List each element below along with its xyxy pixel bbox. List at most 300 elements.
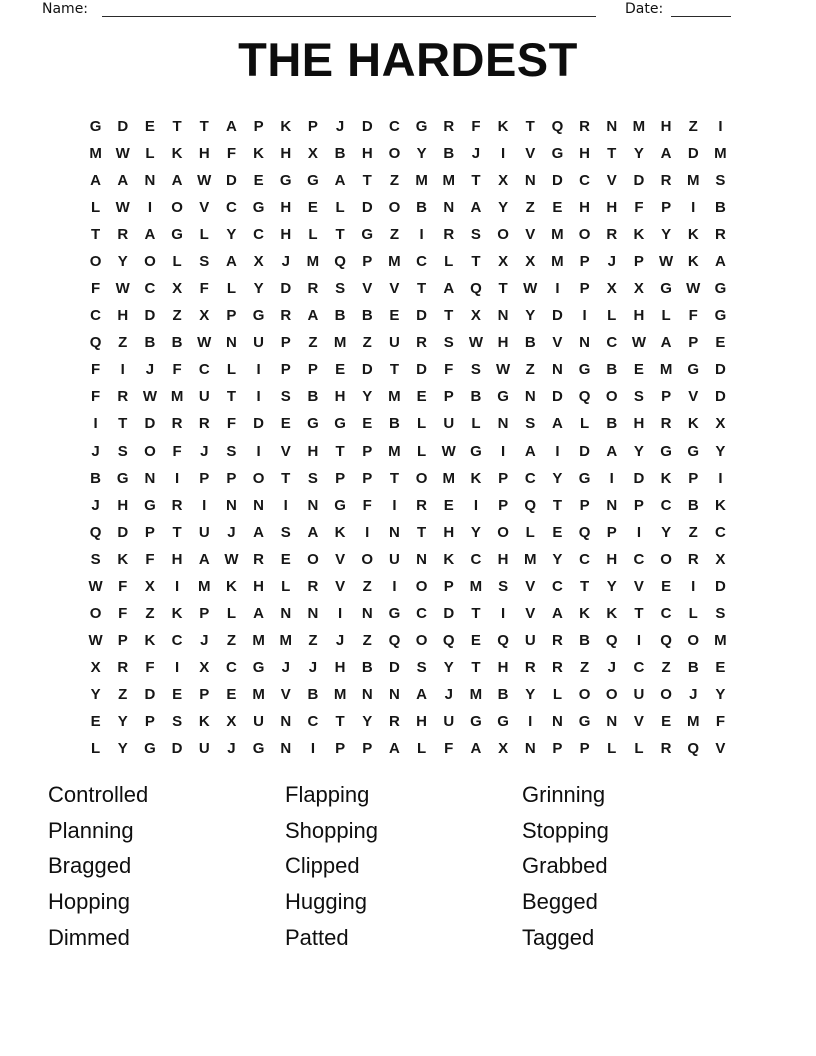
grid-letter: C [416, 253, 427, 271]
grid-letter: X [715, 550, 726, 568]
grid-letter: O [687, 631, 700, 649]
grid-letter: L [661, 307, 671, 325]
grid-letter: X [307, 145, 318, 163]
grid-letter: M [551, 226, 564, 244]
grid-letter: H [416, 712, 427, 730]
grid-letter: D [361, 199, 373, 217]
grid-letter: G [687, 361, 700, 379]
grid-letter: J [200, 631, 209, 649]
grid-letter: R [117, 658, 129, 676]
grid-letter: C [225, 199, 237, 217]
grid-letter: M [388, 388, 401, 406]
grid-letter: T [607, 145, 617, 163]
grid-letter: W [468, 334, 483, 352]
grid-letter: C [225, 658, 237, 676]
grid-letter: D [117, 118, 129, 136]
grid-letter: R [551, 631, 563, 649]
grid-letter: A [253, 604, 264, 622]
grid-letter: A [171, 172, 183, 190]
grid-letter: H [579, 199, 590, 217]
word-list-item: Bragged [48, 853, 132, 879]
grid-letter: F [444, 739, 454, 757]
grid-letter: O [307, 550, 319, 568]
grid-letter: O [605, 388, 618, 406]
grid-letter: C [198, 361, 210, 379]
grid-letter: T [226, 388, 236, 406]
grid-letter: X [606, 280, 617, 298]
grid-letter: T [335, 712, 345, 730]
grid-letter: Z [118, 685, 128, 703]
grid-letter: C [90, 307, 101, 325]
grid-letter: R [579, 118, 590, 136]
grid-letter: Y [715, 685, 726, 703]
grid-letter: P [443, 577, 454, 595]
grid-letter: O [171, 199, 183, 217]
grid-letter: Y [362, 388, 373, 406]
name-blank-line [102, 16, 596, 17]
grid-letter: B [307, 388, 319, 406]
grid-letter: H [280, 226, 292, 244]
grid-letter: Y [633, 442, 644, 460]
grid-letter: O [415, 631, 428, 649]
grid-letter: M [306, 253, 320, 271]
grid-letter: Y [90, 685, 101, 703]
grid-letter: K [606, 604, 618, 622]
grid-letter: F [471, 118, 481, 136]
grid-letter: G [388, 604, 401, 622]
grid-letter: I [120, 361, 125, 379]
grid-letter: L [281, 577, 291, 595]
grid-letter: K [687, 226, 699, 244]
grid-letter: Z [362, 334, 372, 352]
grid-letter: O [578, 685, 591, 703]
grid-letter: X [715, 415, 726, 433]
grid-letter: Y [661, 226, 672, 244]
grid-letter: Z [362, 577, 372, 595]
grid-letter: B [334, 307, 346, 325]
grid-letter: F [90, 361, 101, 379]
grid-letter: E [172, 685, 183, 703]
grid-letter: N [307, 496, 319, 514]
grid-letter: D [280, 280, 292, 298]
grid-letter: O [415, 577, 428, 595]
grid-letter: F [118, 577, 128, 595]
grid-letter: L [335, 199, 345, 217]
grid-letter: V [552, 334, 563, 352]
grid-letter: O [497, 226, 509, 244]
grid-letter: P [280, 361, 291, 379]
grid-letter: K [660, 469, 672, 487]
grid-letter: I [147, 199, 152, 217]
grid-letter: G [144, 739, 156, 757]
grid-letter: I [718, 469, 723, 487]
grid-letter: S [226, 442, 237, 460]
grid-letter: V [389, 280, 400, 298]
grid-letter: M [686, 712, 700, 730]
grid-letter: I [174, 577, 180, 595]
grid-letter: B [334, 145, 346, 163]
grid-letter: N [280, 739, 292, 757]
grid-letter: C [633, 550, 645, 568]
grid-letter: T [471, 172, 481, 190]
grid-letter: G [279, 172, 292, 190]
grid-letter: G [307, 415, 319, 433]
grid-letter: T [335, 226, 345, 244]
grid-letter: U [253, 334, 264, 352]
grid-letter: Z [172, 307, 182, 325]
grid-letter: R [660, 739, 672, 757]
grid-letter: V [280, 442, 291, 460]
grid-letter: P [552, 739, 563, 757]
grid-letter: Y [226, 226, 237, 244]
grid-letter: S [443, 334, 454, 352]
grid-letter: S [335, 280, 346, 298]
grid-letter: G [334, 415, 346, 433]
grid-letter: L [634, 739, 644, 757]
grid-letter: S [199, 253, 210, 271]
grid-letter: G [252, 658, 265, 676]
grid-letter: L [552, 685, 562, 703]
grid-letter: X [144, 577, 155, 595]
grid-letter: G [578, 712, 591, 730]
grid-letter: P [688, 469, 699, 487]
grid-letter: S [525, 415, 536, 433]
grid-letter: B [606, 415, 618, 433]
grid-letter: I [691, 199, 696, 217]
grid-letter: Z [145, 604, 155, 622]
word-list-item: Hopping [48, 889, 130, 915]
grid-letter: D [633, 469, 645, 487]
grid-letter: D [579, 442, 590, 460]
grid-letter: M [252, 685, 265, 703]
grid-letter: M [632, 118, 646, 136]
grid-letter: E [552, 523, 563, 541]
grid-letter: M [469, 685, 483, 703]
grid-letter: M [523, 550, 537, 568]
grid-letter: O [144, 253, 156, 271]
grid-letter: T [471, 253, 481, 271]
word-list-item: Planning [48, 817, 134, 843]
grid-letter: Y [552, 469, 563, 487]
grid-letter: P [579, 739, 590, 757]
grid-letter: D [551, 388, 563, 406]
word-list-column [48, 777, 285, 956]
grid-letter: Q [442, 631, 455, 649]
grid-letter: R [443, 226, 455, 244]
grid-letter: J [227, 523, 236, 541]
grid-letter: W [686, 280, 701, 298]
grid-letter: I [256, 442, 261, 460]
grid-letter: Z [308, 631, 318, 649]
grid-letter: W [495, 361, 511, 379]
grid-letter: J [689, 685, 698, 703]
grid-letter: N [144, 172, 156, 190]
grid-letter: E [144, 118, 155, 136]
grid-letter: N [280, 604, 292, 622]
grid-letter: D [416, 361, 427, 379]
grid-letter: N [388, 685, 400, 703]
grid-letter: G [361, 226, 374, 244]
grid-letter: F [199, 280, 209, 298]
grid-letter: R [660, 415, 672, 433]
grid-letter: I [500, 442, 506, 460]
grid-letter: H [198, 145, 210, 163]
date-blank-line [671, 16, 731, 17]
grid-letter: I [392, 577, 397, 595]
grid-letter: C [606, 334, 618, 352]
grid-letter: Q [470, 280, 482, 298]
grid-letter: L [308, 226, 318, 244]
grid-letter: P [661, 388, 672, 406]
grid-letter: H [633, 307, 645, 325]
grid-letter: P [498, 496, 509, 514]
grid-letter: W [224, 550, 239, 568]
grid-letter: J [281, 253, 290, 271]
grid-letter: M [442, 172, 455, 190]
grid-letter: D [633, 172, 645, 190]
grid-letter: K [198, 712, 210, 730]
word-list-item: Tagged [522, 924, 595, 950]
grid-letter: D [144, 307, 156, 325]
grid-letter: W [631, 334, 646, 352]
grid-letter: E [226, 685, 237, 703]
grid-letter: A [307, 523, 319, 541]
grid-letter: Z [118, 334, 128, 352]
grid-letter: W [658, 253, 674, 271]
grid-letter: D [388, 658, 400, 676]
grid-letter: O [144, 442, 156, 460]
grid-letter: P [199, 604, 210, 622]
grid-letter: L [90, 199, 101, 217]
grid-letter: R [253, 550, 264, 568]
grid-letter: N [144, 469, 156, 487]
grid-letter: M [388, 253, 401, 271]
grid-letter: G [687, 442, 700, 460]
grid-letter: W [197, 172, 212, 190]
grid-letter: P [253, 118, 264, 136]
grid-letter: P [633, 496, 644, 514]
grid-letter: P [117, 631, 128, 649]
grid-letter: H [361, 145, 373, 163]
grid-letter: V [525, 226, 536, 244]
grid-letter: S [633, 388, 644, 406]
grid-letter: O [89, 253, 102, 271]
grid-letter: H [334, 388, 346, 406]
grid-letter: B [579, 631, 590, 649]
grid-letter: N [606, 712, 618, 730]
grid-letter: E [362, 415, 373, 433]
grid-letter: U [388, 550, 400, 568]
grid-letter: I [93, 415, 98, 433]
grid-letter: Q [687, 739, 700, 757]
grid-letter: O [388, 199, 401, 217]
grid-letter: L [90, 739, 101, 757]
grid-letter: S [280, 523, 291, 541]
grid-letter: H [633, 415, 645, 433]
grid-letter: U [198, 523, 210, 541]
grid-letter: L [172, 253, 182, 271]
grid-letter: T [389, 469, 399, 487]
word-search-grid [82, 113, 734, 762]
grid-letter: Q [524, 496, 537, 514]
grid-letter: L [226, 361, 236, 379]
grid-letter: T [362, 172, 372, 190]
grid-letter: I [582, 307, 587, 325]
grid-letter: D [687, 145, 699, 163]
grid-letter: C [579, 172, 590, 190]
grid-letter: Q [334, 253, 346, 271]
grid-letter: A [714, 253, 726, 271]
grid-letter: J [607, 253, 616, 271]
grid-letter: C [470, 550, 482, 568]
grid-letter: Y [552, 550, 563, 568]
grid-letter: C [171, 631, 183, 649]
grid-letter: X [199, 658, 210, 676]
grid-letter: Z [389, 226, 399, 244]
grid-letter: I [500, 145, 506, 163]
grid-letter: Q [89, 523, 102, 541]
grid-letter: U [198, 739, 210, 757]
grid-letter: Z [226, 631, 236, 649]
grid-letter: T [416, 280, 427, 298]
grid-letter: N [524, 388, 536, 406]
grid-letter: C [416, 604, 427, 622]
grid-letter: R [687, 550, 699, 568]
grid-letter: O [388, 145, 401, 163]
grid-letter: E [416, 388, 427, 406]
grid-letter: B [497, 685, 509, 703]
grid-letter: A [551, 604, 563, 622]
grid-letter: B [361, 307, 373, 325]
grid-letter: N [606, 118, 618, 136]
grid-letter: K [117, 550, 129, 568]
grid-letter: B [470, 388, 482, 406]
grid-letter: W [197, 334, 212, 352]
grid-letter: D [253, 415, 264, 433]
grid-letter: N [253, 496, 264, 514]
grid-letter: B [361, 658, 373, 676]
grid-letter: H [117, 307, 129, 325]
grid-letter: Z [525, 199, 535, 217]
grid-letter: E [389, 307, 400, 325]
grid-letter: F [172, 361, 182, 379]
grid-letter: J [335, 631, 345, 649]
grid-letter: P [199, 469, 210, 487]
grid-letter: F [172, 442, 182, 460]
grid-letter: Y [117, 253, 128, 271]
grid-letter: I [528, 712, 533, 730]
grid-letter: L [471, 415, 481, 433]
grid-letter: A [443, 280, 455, 298]
grid-letter: T [579, 577, 590, 595]
grid-letter: Y [470, 523, 481, 541]
grid-letter: Z [389, 172, 399, 190]
grid-letter: L [525, 523, 535, 541]
grid-letter: A [307, 307, 319, 325]
grid-letter: O [660, 550, 672, 568]
name-label: Name: [42, 1, 89, 17]
grid-letter: M [89, 145, 102, 163]
grid-letter: E [715, 658, 726, 676]
grid-letter: S [715, 604, 726, 622]
grid-letter: N [497, 415, 509, 433]
grid-letter: T [471, 658, 481, 676]
grid-letter: L [688, 604, 698, 622]
grid-letter: D [714, 388, 726, 406]
grid-letter: S [90, 550, 101, 568]
word-list-item: Begged [522, 889, 598, 915]
grid-letter: R [606, 226, 618, 244]
grid-letter: A [524, 442, 536, 460]
grid-letter: Y [525, 307, 536, 325]
grid-letter: G [307, 172, 319, 190]
grid-letter: R [660, 172, 672, 190]
grid-letter: B [388, 415, 400, 433]
grid-letter: J [91, 496, 100, 514]
grid-letter: W [441, 442, 456, 460]
grid-letter: J [91, 442, 100, 460]
grid-letter: Q [497, 631, 509, 649]
grid-letter: S [715, 172, 726, 190]
grid-letter: N [497, 307, 509, 325]
grid-letter: W [142, 388, 157, 406]
grid-letter: A [225, 253, 237, 271]
grid-letter: M [197, 577, 211, 595]
date-label: Date: [625, 1, 664, 17]
grid-letter: X [470, 307, 481, 325]
grid-letter: H [117, 496, 129, 514]
grid-letter: E [90, 712, 101, 730]
grid-letter: K [714, 496, 726, 514]
grid-letter: G [252, 199, 265, 217]
grid-letter: M [279, 631, 292, 649]
grid-letter: O [252, 469, 265, 487]
grid-letter: V [362, 280, 373, 298]
grid-letter: J [308, 658, 318, 676]
grid-letter: M [252, 631, 265, 649]
grid-letter: W [115, 199, 130, 217]
grid-letter: S [498, 577, 509, 595]
grid-letter: T [335, 442, 345, 460]
grid-letter: I [473, 496, 478, 514]
grid-letter: M [686, 172, 700, 190]
grid-letter: E [443, 496, 454, 514]
grid-letter: Q [660, 631, 672, 649]
grid-letter: J [607, 658, 616, 676]
grid-letter: G [497, 712, 509, 730]
grid-letter: G [171, 226, 183, 244]
grid-letter: K [687, 415, 699, 433]
grid-letter: B [687, 658, 699, 676]
grid-letter: Y [443, 658, 454, 676]
grid-letter: N [524, 172, 536, 190]
grid-letter: G [415, 118, 428, 136]
grid-letter: H [606, 550, 618, 568]
grid-letter: F [688, 307, 698, 325]
grid-letter: E [715, 334, 726, 352]
grid-letter: T [281, 469, 291, 487]
grid-letter: O [361, 550, 374, 568]
grid-letter: I [636, 631, 641, 649]
grid-letter: P [226, 307, 237, 325]
grid-letter: R [198, 415, 210, 433]
grid-letter: V [715, 739, 726, 757]
grid-letter: X [633, 280, 644, 298]
grid-letter: N [225, 496, 237, 514]
grid-letter: E [280, 550, 291, 568]
grid-letter: Y [633, 145, 644, 163]
grid-letter: P [362, 253, 373, 271]
